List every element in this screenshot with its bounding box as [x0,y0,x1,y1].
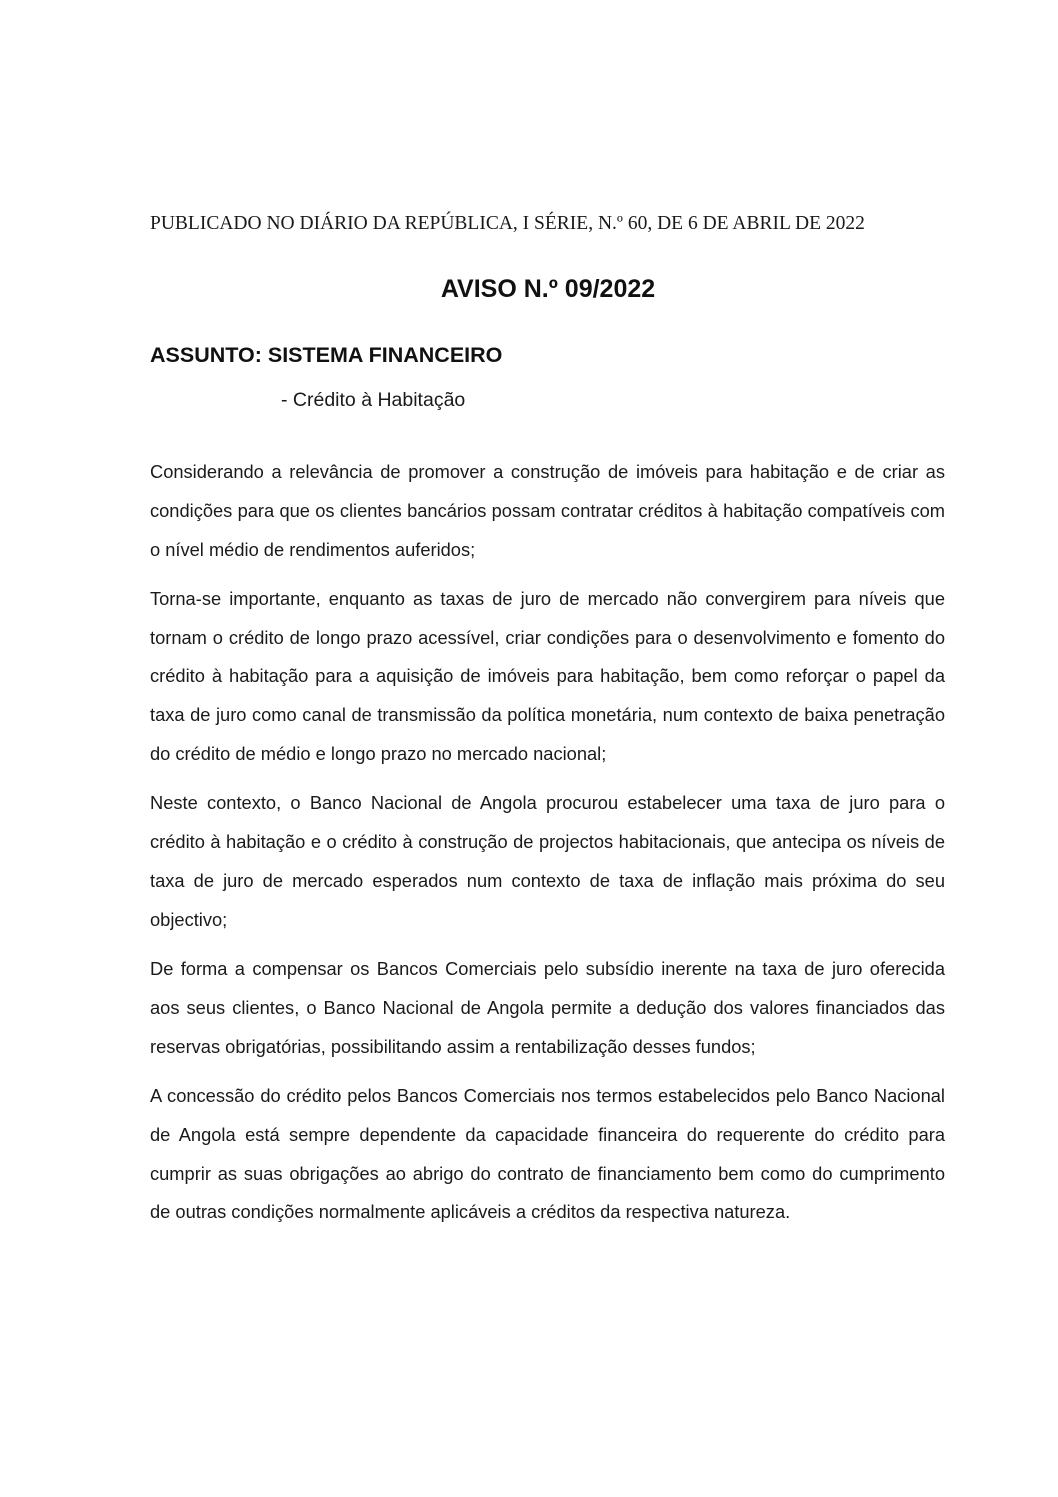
paragraph: De forma a compensar os Bancos Comerciais pelo subsídio inerente na taxa de juro oferecida aos seus clientes, o Banco Nacional de Angola permite a dedução dos valores financiados das reservas obrigatórias, possibilitando assim a rentabilização desses fundos; [150,958,945,1057]
document-body [150,453,945,1243]
paragraph: A concessão do crédito pelos Bancos Comerciais nos termos estabelecidos pelo Banco Nacional de Angola está sempre dependente da capacidade financeira do requerente do crédito para cumprir as suas obrigações ao abrigo do contrato de financiamento bem como do cumprimento de outras condições normalmente aplicáveis a créditos da respectiva natureza. [150,1084,945,1223]
subject-subtopic: - Crédito à Habitação [281,389,466,411]
paragraph: Considerando a relevância de promover a construção de imóveis para habitação e de criar as condições para que os clientes bancários possam contratar créditos à habitação compatíveis com o nível médio de rendimentos auferidos; [150,461,945,560]
paragraph: Neste contexto, o Banco Nacional de Angola procurou estabelecer uma taxa de juro para o crédito à habitação e o crédito à construção de projectos habitacionais, que antecipa os níveis de taxa de juro de mercado esperados num contexto de taxa de inflação mais próxima do seu objectivo; [150,792,945,930]
document-title: AVISO N.º 09/2022 [440,275,656,303]
subject-heading: ASSUNTO: SISTEMA FINANCEIRO [150,343,503,367]
publication-header: PUBLICADO NO DIÁRIO DA REPÚBLICA, I SÉRIE, N.º 60, DE 6 DE ABRIL DE 2022 [150,213,865,234]
paragraph: Torna-se importante, enquanto as taxas de juro de mercado não convergirem para níveis que tornam o crédito de longo prazo acessível, criar condições para o desenvolvimento e fomento do crédito à habitação para a aquisição de imóveis para habitação, bem como reforçar o papel da taxa de juro como canal de transmissão da política monetária, num contexto de baixa penetração do crédito de médio e longo prazo no mercado nacional; [150,587,945,765]
